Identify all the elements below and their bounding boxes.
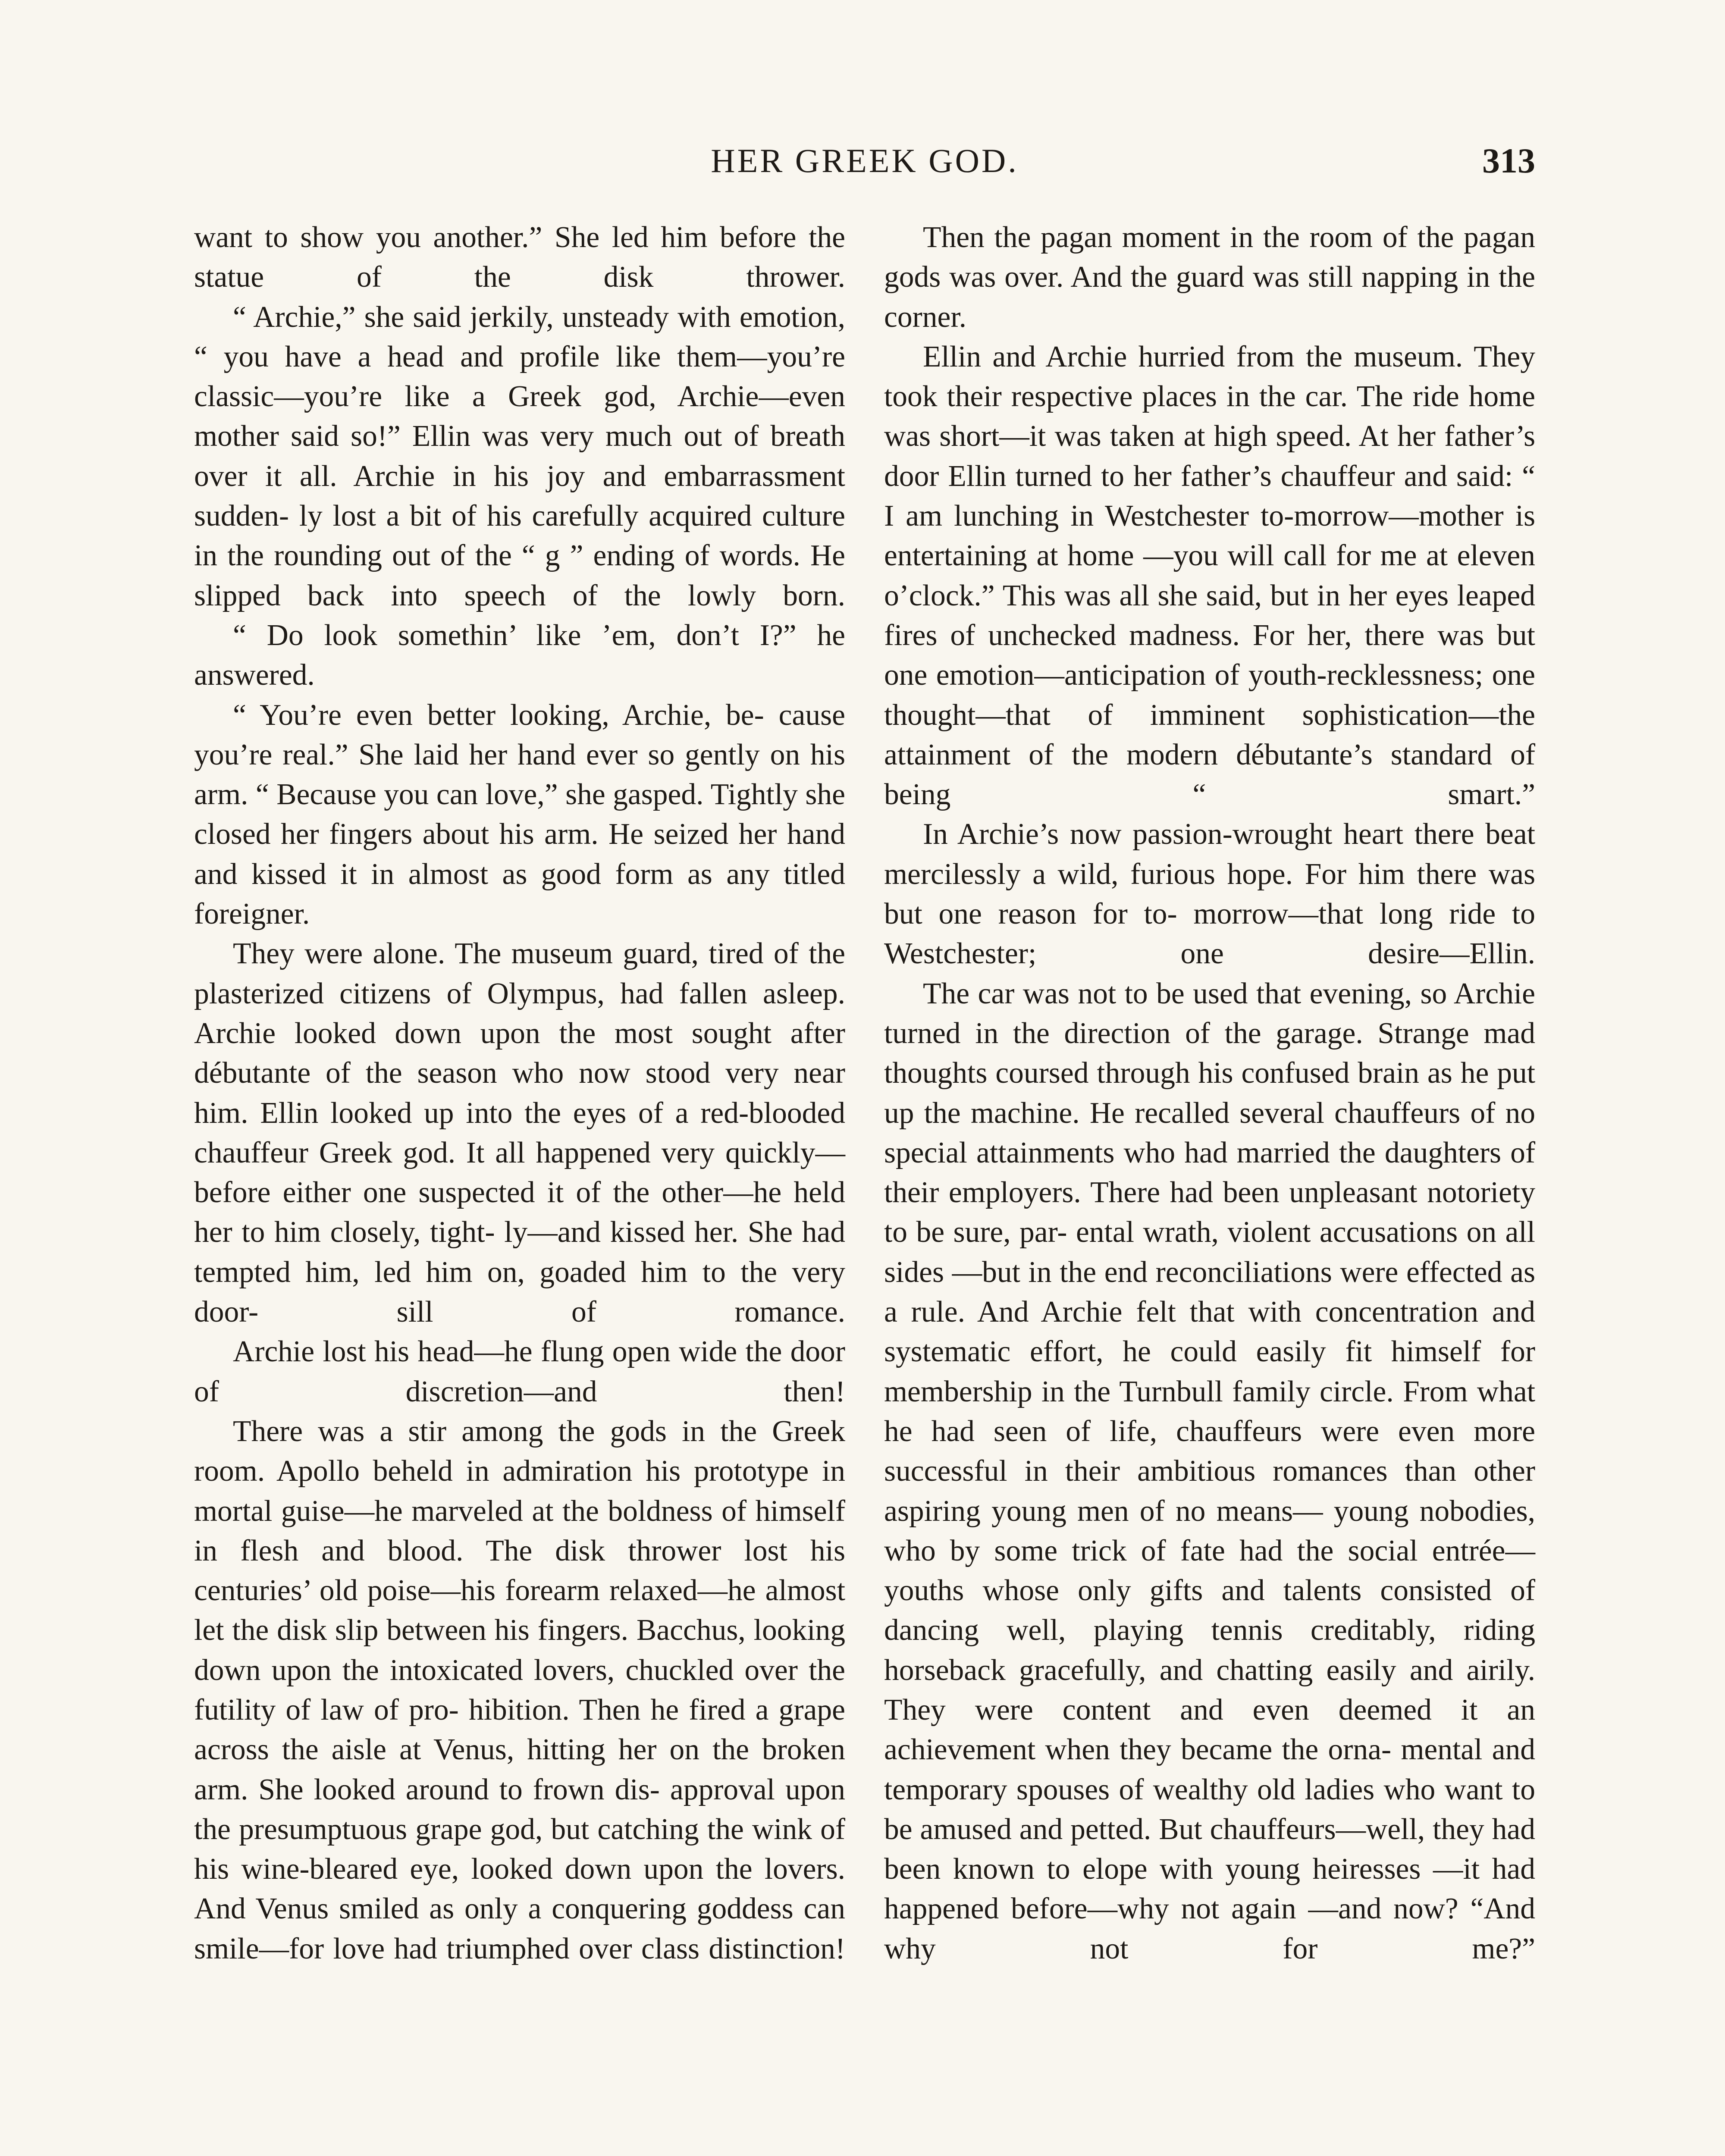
left-column: [194, 218, 845, 1969]
paragraph: There was a stir among the gods in the Greek room. Apollo beheld in admiration his prototype in mortal guise—he marveled at the boldness of himself in flesh and blood. The disk thrower lost his centuries’ old poise—his forearm relaxed—he almost let the disk slip between his fingers. Bacchus, looking down upon the intoxicated lovers, chuckled over the futility of law of pro- hibition. Then he fired a grape across the aisle at Venus, hitting her on the broken arm. She looked around to frown dis- approval upon the presumptuous grape god, but catching the wink of his wine-bleared eye, looked down upon the lovers. And Venus smiled as only a conquering goddess can smile—for love had triumphed over class distinction!: [194, 1414, 846, 1965]
paragraph: “ Do look somethin’ like ’em, don’t I?” he answered.: [194, 618, 845, 692]
paragraph: Archie lost his head—he flung open wide the door of discretion—and then!: [194, 1335, 845, 1408]
paragraph: “ You’re even better looking, Archie, be- cause you’re real.” She laid her hand ever so gently on his arm. “ Because you can love,” she gasped. Tightly she closed her fingers about his arm. He seized her hand and kissed it in almost as good form as any titled foreigner.: [194, 698, 846, 931]
paragraph: “ Archie,” she said jerkily, unsteady with emotion, “ you have a head and profile like them—you’re classic—you’re like a Greek god, Archie—even mother said so!” Ellin was very much out of breath over it all. Archie in his joy and embarrassment sudden- ly lost a bit of his carefully acquired culture in the rounding out of the “ g ” ending of words. He slipped back into speech of the lowly born.: [194, 300, 846, 612]
paragraph: want to show you another.” She led him before the statue of the disk thrower.: [194, 221, 846, 294]
paragraph: The car was not to be used that evening, so Archie turned in the direction of the garage. Strange mad thoughts coursed through his confused brain as he put up the machine. He recalled several chauffeurs of no special attainments who had married the daughters of their employers. There had been unpleasant notoriety to be sure, par- ental wrath, violent accusations on all sides —but in the end reconciliations were effected as a rule. And Archie felt that with concentration and systematic effort, he could easily fit himself for membership in the Turnbull family circle. From what he had seen of life, chauffeurs were even more successful in their ambitious romances than other aspiring young men of no means— young nobodies, who by some trick of fate had the social entrée—youths whose only gifts and talents consisted of dancing well, playing tennis creditably, riding horseback gracefully, and chatting easily and airily. They were content and even deemed it an achievement when they became the orna- mental and temporary spouses of wealthy old ladies who want to be amused and petted. But chauffeurs—well, they had been known to elope with young heiresses —it had happened before—why not again —and now? “And why not for me?”: [884, 977, 1536, 1965]
paragraph: Ellin and Archie hurried from the museum. They took their respective places in the car. The ride home was short—it was taken at high speed. At her father’s door Ellin turned to her father’s chauffeur and said: “ I am lunching in Westchester to-morrow—mother is entertaining at home —you will call for me at eleven o’clock.” This was all she said, but in her eyes leaped fires of unchecked madness. For her, there was but one emotion—anticipation of youth-recklessness; one thought—that of imminent sophistication—the attainment of the modern débutante’s standard of being “ smart.”: [884, 340, 1536, 812]
paragraph: In Archie’s now passion-wrought heart there beat mercilessly a wild, furious hope. For him there was but one reason for to- morrow—that long ride to Westchester; one desire—Ellin.: [884, 818, 1536, 971]
right-column: [884, 218, 1535, 1969]
running-title: HER GREEK GOD.: [711, 142, 1019, 179]
paragraph: Then the pagan moment in the room of the pagan gods was over. And the guard was still napping in the corner.: [884, 221, 1536, 334]
page-number: 313: [1482, 141, 1535, 180]
running-head: [194, 137, 1535, 185]
paragraph: They were alone. The museum guard, tired of the plasterized citizens of Olympus, had fallen asleep. Archie looked down upon the most sought after débutante of the season who now stood very near him. Ellin looked up into the eyes of a red-blooded chauffeur Greek god. It all happened very quickly—before either one suspected it of the other—he held her to him closely, tight- ly—and kissed her. She had tempted him, led him on, goaded him to the very door- sill of romance.: [194, 937, 846, 1329]
